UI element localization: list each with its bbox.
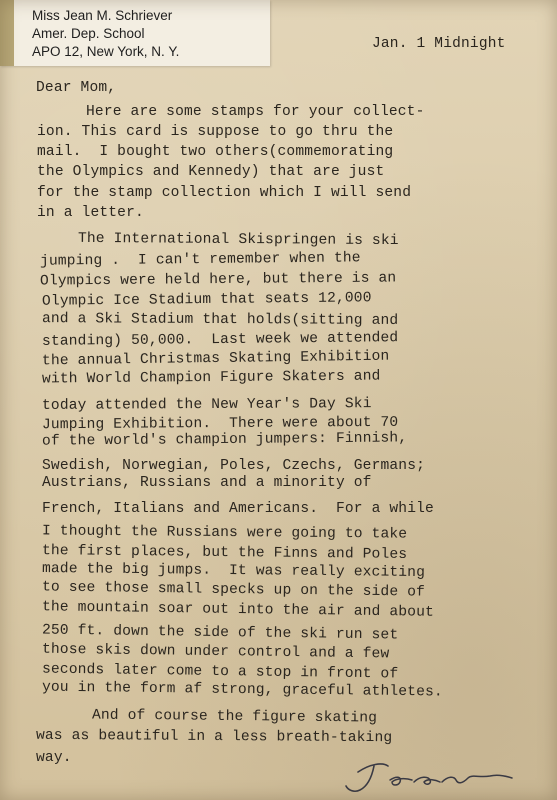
letter-line: seconds later come to a stop in front of (41, 661, 399, 683)
label-tab (0, 0, 14, 66)
address-school: Amer. Dep. School (32, 26, 145, 41)
letter-line: to see those small specks up on the side of (41, 579, 426, 601)
letter-line: today attended the New Year's Day Ski (41, 396, 372, 414)
letter-line: I thought the Russians were going to take (41, 523, 408, 543)
letter-line: you in the form af strong, graceful athletes. (41, 679, 443, 701)
letter-line: of the world's champion jumpers: Finnish, (41, 430, 408, 450)
letter-line: Swedish, Norwegian, Poles, Czechs, Germans; (42, 458, 426, 474)
letter-line: the first places, but the Finns and Poles (41, 543, 408, 563)
letter-line: made the big jumps. It was really exciting (41, 560, 426, 582)
salutation: Dear Mom, (36, 80, 117, 96)
address-city: APO 12, New York, N. Y. (32, 44, 180, 59)
letter-line: was as beautiful in a less breath-taking (35, 727, 393, 747)
letter-line: French, Italians and Americans. For a while (42, 501, 434, 517)
letter-line: those skis down under control and a few (41, 641, 390, 663)
letter-line: for the stamp collection which I will send (37, 185, 412, 201)
letter-line: standing) 50,000. Last week we attended (41, 330, 399, 350)
handwritten-signature (330, 748, 520, 798)
letter-line: Austrians, Russians and a minority of (42, 475, 372, 491)
address-name: Miss Jean M. Schriever (32, 8, 173, 23)
letter-line: mail. I bought two others(commemorating (37, 144, 394, 160)
address-label (0, 0, 270, 66)
letter-line: ion. This card is suppose to go thru the (37, 124, 394, 140)
letter-line: Olympics were held here, but there is an (39, 270, 397, 290)
letter-line: 250 ft. down the side of the ski run set (41, 622, 399, 644)
letter-line: with World Champion Figure Skaters and (41, 368, 381, 388)
letter-line: Jumping Exhibition. There were about 70 (41, 414, 399, 434)
letter-line: the Olympics and Kennedy) that are just (37, 164, 385, 180)
letter-line: And of course the figure skating (91, 707, 378, 727)
letter-line: Olympic Ice Stadium that seats 12,000 (41, 290, 372, 310)
letter-line: in a letter. (37, 205, 144, 221)
letter-line: the mountain soar out into the air and about (41, 599, 435, 621)
letter-line: the annual Christmas Skating Exhibition (41, 348, 390, 370)
letter-line: way. (36, 750, 72, 766)
letter-line: jumping . I can't remember when the (39, 250, 361, 270)
date-line: Jan. 1 Midnight (372, 36, 506, 52)
letter-line: Here are some stamps for your collect- (86, 104, 425, 120)
address-lines (32, 7, 179, 61)
letter-line: The International Skispringen is ski (77, 230, 399, 250)
letter-line: and a Ski Stadium that holds(sitting and (41, 311, 399, 329)
